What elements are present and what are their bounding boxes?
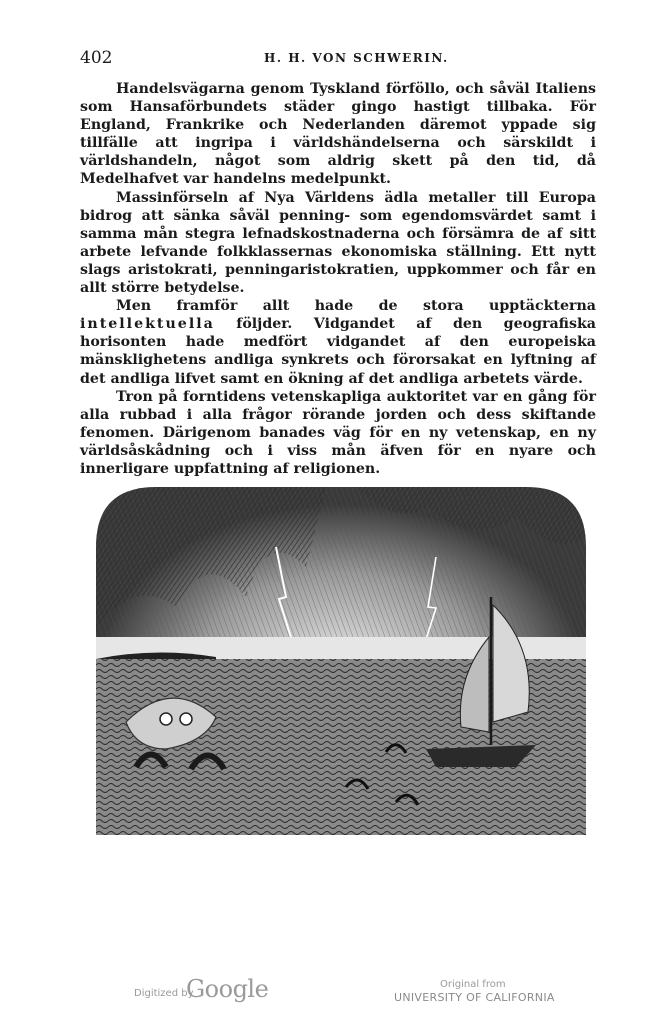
page-footer [0, 975, 662, 1005]
monster-eye [160, 713, 172, 725]
emphasized-word: intellektuella [80, 316, 215, 333]
google-logo: Google [186, 975, 269, 1003]
sea-storm-engraving [96, 487, 586, 835]
digitized-by-label: Digitized by [134, 988, 194, 999]
paragraph-3: Men framför allt hade de stora upptäckterna intellektuella följder. Vidgandet af den geografiska horisonten hade medfört vidgandet af den europeiska mänsklighetens andliga synkrets och förorsakat en lyftning af det andliga lifvet samt en ökning af det andliga arbetets värde. [80, 298, 596, 387]
monster-eye [180, 713, 192, 725]
engraving-illustration [96, 487, 586, 835]
paragraph-2: Massinförseln af Nya Världens ädla metaller till Europa bidrog att sänka såväl penning- som egendomsvärdet samt i samma mån stegra lefnadskostnaderna och försämra de af sitt arbete lefvande folkklassernas ekonomiska ställning. Ett nytt slags aristokrati, penningaristokratien, uppkommer och får en allt större betydelse. [80, 189, 596, 297]
page-header [0, 48, 662, 72]
university-label: UNIVERSITY OF CALIFORNIA [394, 991, 555, 1004]
paragraph-1: Handelsvägarna genom Tyskland förföllo, och såväl Italiens som Hansaförbundets städer gingo hastigt tillbaka. För England, Frankrike och Nederlanden däremot yppade sig tillfälle att ingripa i världshändelserna och särskildt i världshandeln, något som aldrig skett på den tid, då Medelhafvet var handelns medelpunkt. [80, 81, 596, 188]
running-head: H. H. VON SCHWERIN. [264, 51, 449, 65]
body-text [80, 80, 596, 478]
page-number: 402 [80, 48, 113, 68]
paragraph-4: Tron på forntidens vetenskapliga auktoritet var en gång för alla rubbad i alla frågor rörande jorden och dess skiftande fenomen. Därigenom banades väg för en ny vetenskap, en ny världsåskådning och i viss mån äfven för en nyare och innerligare uppfattning af religionen. [80, 388, 596, 477]
original-from-label: Original from [440, 979, 506, 990]
